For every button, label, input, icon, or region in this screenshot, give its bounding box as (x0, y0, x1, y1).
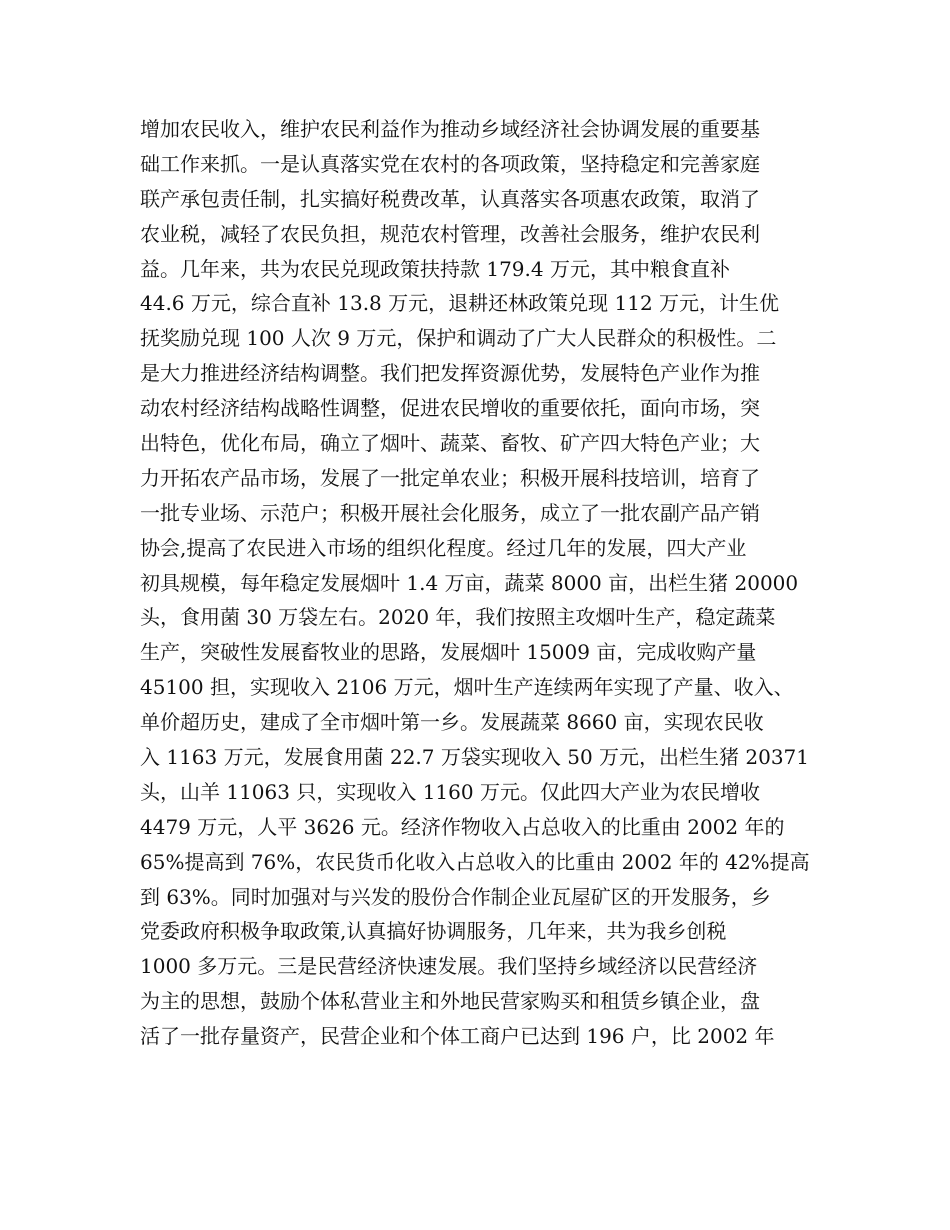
text-line: 为主的思想，鼓励个体私营业主和外地民营家购买和租赁乡镇企业，盘 (140, 989, 760, 1014)
text-line: 是大力推进经济结构调整。我们把发挥资源优势，发展特色产业作为推 (140, 361, 760, 386)
text-line: 44.6 万元，综合直补 13.8 万元，退耕还林政策兑现 112 万元，计生优 (140, 291, 780, 316)
text-line: 65%提高到 76%，农民货币化收入占总收入的比重由 2002 年的 42%提高 (140, 849, 810, 874)
text-line: 4479 万元，人平 3626 元。经济作物收入占总收入的比重由 2002 年的 (140, 814, 785, 839)
text-line: 入 1163 万元，发展食用菌 22.7 万袋实现收入 50 万元，出栏生猪 20371 (140, 745, 810, 770)
text-line: 到 63%。同时加强对与兴发的股份合作制企业瓦屋矿区的开发服务，乡 (140, 884, 771, 909)
text-line: 益。几年来，共为农民兑现政策扶持款 179.4 万元，其中粮食直补 (140, 256, 730, 281)
text-line: 一批专业场、示范户；积极开展社会化服务，成立了一批农副产品产销 (140, 500, 760, 525)
text-line: 出特色，优化布局，确立了烟叶、蔬菜、畜牧、矿产四大特色产业；大 (140, 431, 760, 456)
text-line: 增加农民收入，维护农民利益作为推动乡域经济社会协调发展的重要基 (140, 117, 760, 141)
text-line: 抚奖励兑现 100 人次 9 万元，保护和调动了广大人民群众的积极性。二 (140, 326, 777, 351)
text-line: 45100 担，实现收入 2106 万元，烟叶生产连续两年实现了产量、收入、 (140, 675, 794, 700)
text-line: 生产，突破性发展畜牧业的思路，发展烟叶 15009 亩，完成收购产量 (140, 640, 757, 665)
body-paragraph (140, 112, 830, 1054)
text-line: 头，山羊 11063 只，实现收入 1160 万元。仅此四大产业为农民增收 (140, 779, 760, 804)
text-line: 活了一批存量资产，民营企业和个体工商户已达到 196 户，比 2002 年 (140, 1024, 775, 1049)
text-line: 农业税，减轻了农民负担，规范农村管理，改善社会服务，维护农民利 (140, 221, 760, 246)
text-line: 力开拓农产品市场，发展了一批定单农业；积极开展科技培训，培育了 (140, 465, 760, 490)
text-line: 党委政府积极争取政策,认真搞好协调服务，几年来，共为我乡创税 (140, 919, 727, 944)
text-line: 联产承包责任制，扎实搞好税费改革，认真落实各项惠农政策，取消了 (140, 186, 760, 211)
text-line: 1000 多万元。三是民营经济快速发展。我们坚持乡域经济以民营经济 (140, 954, 758, 979)
text-line: 头，食用菌 30 万袋左右。2020 年，我们按照主攻烟叶生产，稳定蔬菜 (140, 605, 776, 630)
text-line: 协会,提高了农民进入市场的组织化程度。经过几年的发展，四大产业 (140, 535, 747, 560)
text-line: 动农村经济结构战略性调整，促进农民增收的重要依托，面向市场，突 (140, 396, 760, 421)
text-line: 单价超历史，建成了全市烟叶第一乡。发展蔬菜 8660 亩，实现农民收 (140, 710, 764, 735)
text-line: 础工作来抓。一是认真落实党在农村的各项政策，坚持稳定和完善家庭 (140, 151, 760, 176)
text-line: 初具规模，每年稳定发展烟叶 1.4 万亩，蔬菜 8000 亩，出栏生猪 20000 (140, 570, 799, 595)
